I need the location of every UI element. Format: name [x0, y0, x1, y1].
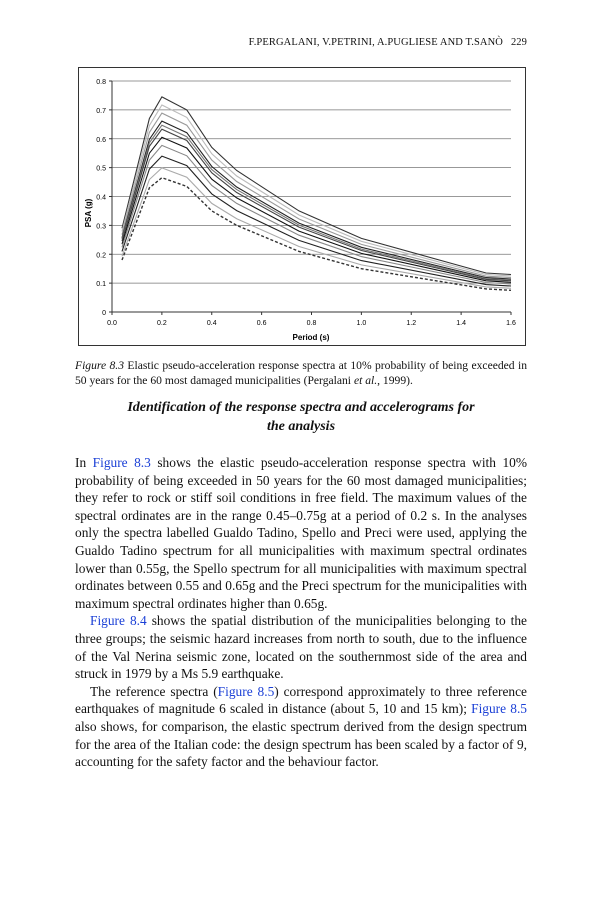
- figure-label: Figure 8.3: [75, 359, 125, 372]
- y-tick-label: 0.8: [96, 79, 106, 86]
- y-tick-label: 0.3: [96, 223, 106, 231]
- figure-8-5-link[interactable]: Figure 8.5: [217, 683, 275, 699]
- text: The reference spectra (: [90, 683, 218, 699]
- x-tick-label: 1.6: [506, 320, 516, 327]
- x-tick-label: 0.6: [256, 320, 267, 327]
- text: ) correspond approximately to three reference earthquakes of magnitude 6 scaled in distance (about 5, 10 and 15 km);: [75, 683, 527, 717]
- y-tick-label: 0.7: [96, 107, 106, 115]
- x-tick-label: 0.0: [107, 320, 117, 327]
- heading-line-2: the analysis: [266, 419, 336, 434]
- text: shows the spatial distribution of the municipalities belonging to the three groups; the seismic hazard increases from north to south, due to the influence of the Val Nerina seismic zone, located on the southernmost side of the area and struck in 1979 by a Ms 5.9 earthquake.: [75, 613, 527, 682]
- y-axis-label: PSA (g): [84, 198, 93, 228]
- x-axis-label: Period (s): [292, 333, 330, 342]
- x-tick-label: 1.2: [406, 320, 417, 327]
- running-header: [249, 37, 527, 48]
- text: also shows, for comparison, the elastic spectrum derived from the design spectrum for the area of the Italian code: the design spectrum has been scaled by a factor of 9, accounting for the safety factor and the behaviour factor.: [75, 718, 527, 770]
- figure-8-3-link[interactable]: Figure 8.3: [92, 455, 151, 470]
- text: In: [75, 455, 93, 470]
- paragraph-2: [75, 612, 527, 682]
- figure-caption: [75, 358, 527, 388]
- figure-8-4-link[interactable]: Figure 8.4: [90, 613, 147, 629]
- y-tick-label: 0.2: [96, 252, 106, 260]
- y-tick-label: 0.6: [96, 136, 106, 144]
- y-tick-label: 0.4: [96, 194, 106, 202]
- y-tick-label: 0.5: [96, 165, 106, 173]
- caption-etal: et al.: [353, 374, 378, 387]
- page-number: 229: [510, 37, 527, 48]
- x-tick-label: 1.0: [356, 320, 367, 327]
- text: shows the elastic pseudo-acceleration response spectra with 10% probability of being exceeded in 50 years for the 60 most damaged municipalities; they refer to rock or stiff soil conditions in free field. The maximum values of the spectral ordinates are in the range 0.45–0.75g at a period of 0.2 s. In the analyses only the spectra labelled Gualdo Tadino, Spello and Preci were used, applying the Gualdo Tadino spectrum for all municipalities with maximum spectral ordinates lower than 0.55g, the Spello spectrum for all municipalities with maximum spectral ordinates between 0.55 and 0.65g and the Preci spectrum for the municipalities with maximum spectral ordinates higher than 0.65g.: [75, 455, 528, 611]
- header-authors: F.PERGALANI, V.PETRINI, A.PUGLIESE AND T.SANÒ: [248, 37, 503, 48]
- x-tick-label: 1.4: [456, 320, 466, 327]
- x-tick-label: 0.2: [157, 320, 167, 327]
- x-tick-label: 0.4: [206, 320, 217, 327]
- paragraph-1: [75, 454, 527, 612]
- y-tick-label: 0.1: [96, 281, 106, 289]
- y-tick-label: 0: [102, 310, 106, 317]
- chart-frame: [79, 68, 526, 346]
- caption-tail: , 1999).: [377, 374, 413, 387]
- response-spectra-chart: [78, 67, 526, 346]
- heading-line-1: Identification of the response spectra and accelerograms for: [127, 400, 475, 415]
- caption-text: Elastic pseudo-acceleration response spectra at 10% probability of being exceeded in 50 years for the 60 most damaged municipalities (Pergalani: [75, 359, 528, 387]
- body-text: [75, 454, 527, 771]
- paragraph-3: [75, 683, 527, 771]
- section-heading: [75, 398, 527, 436]
- figure-8-5-link[interactable]: Figure 8.5: [471, 701, 528, 717]
- x-tick-label: 0.8: [306, 320, 317, 327]
